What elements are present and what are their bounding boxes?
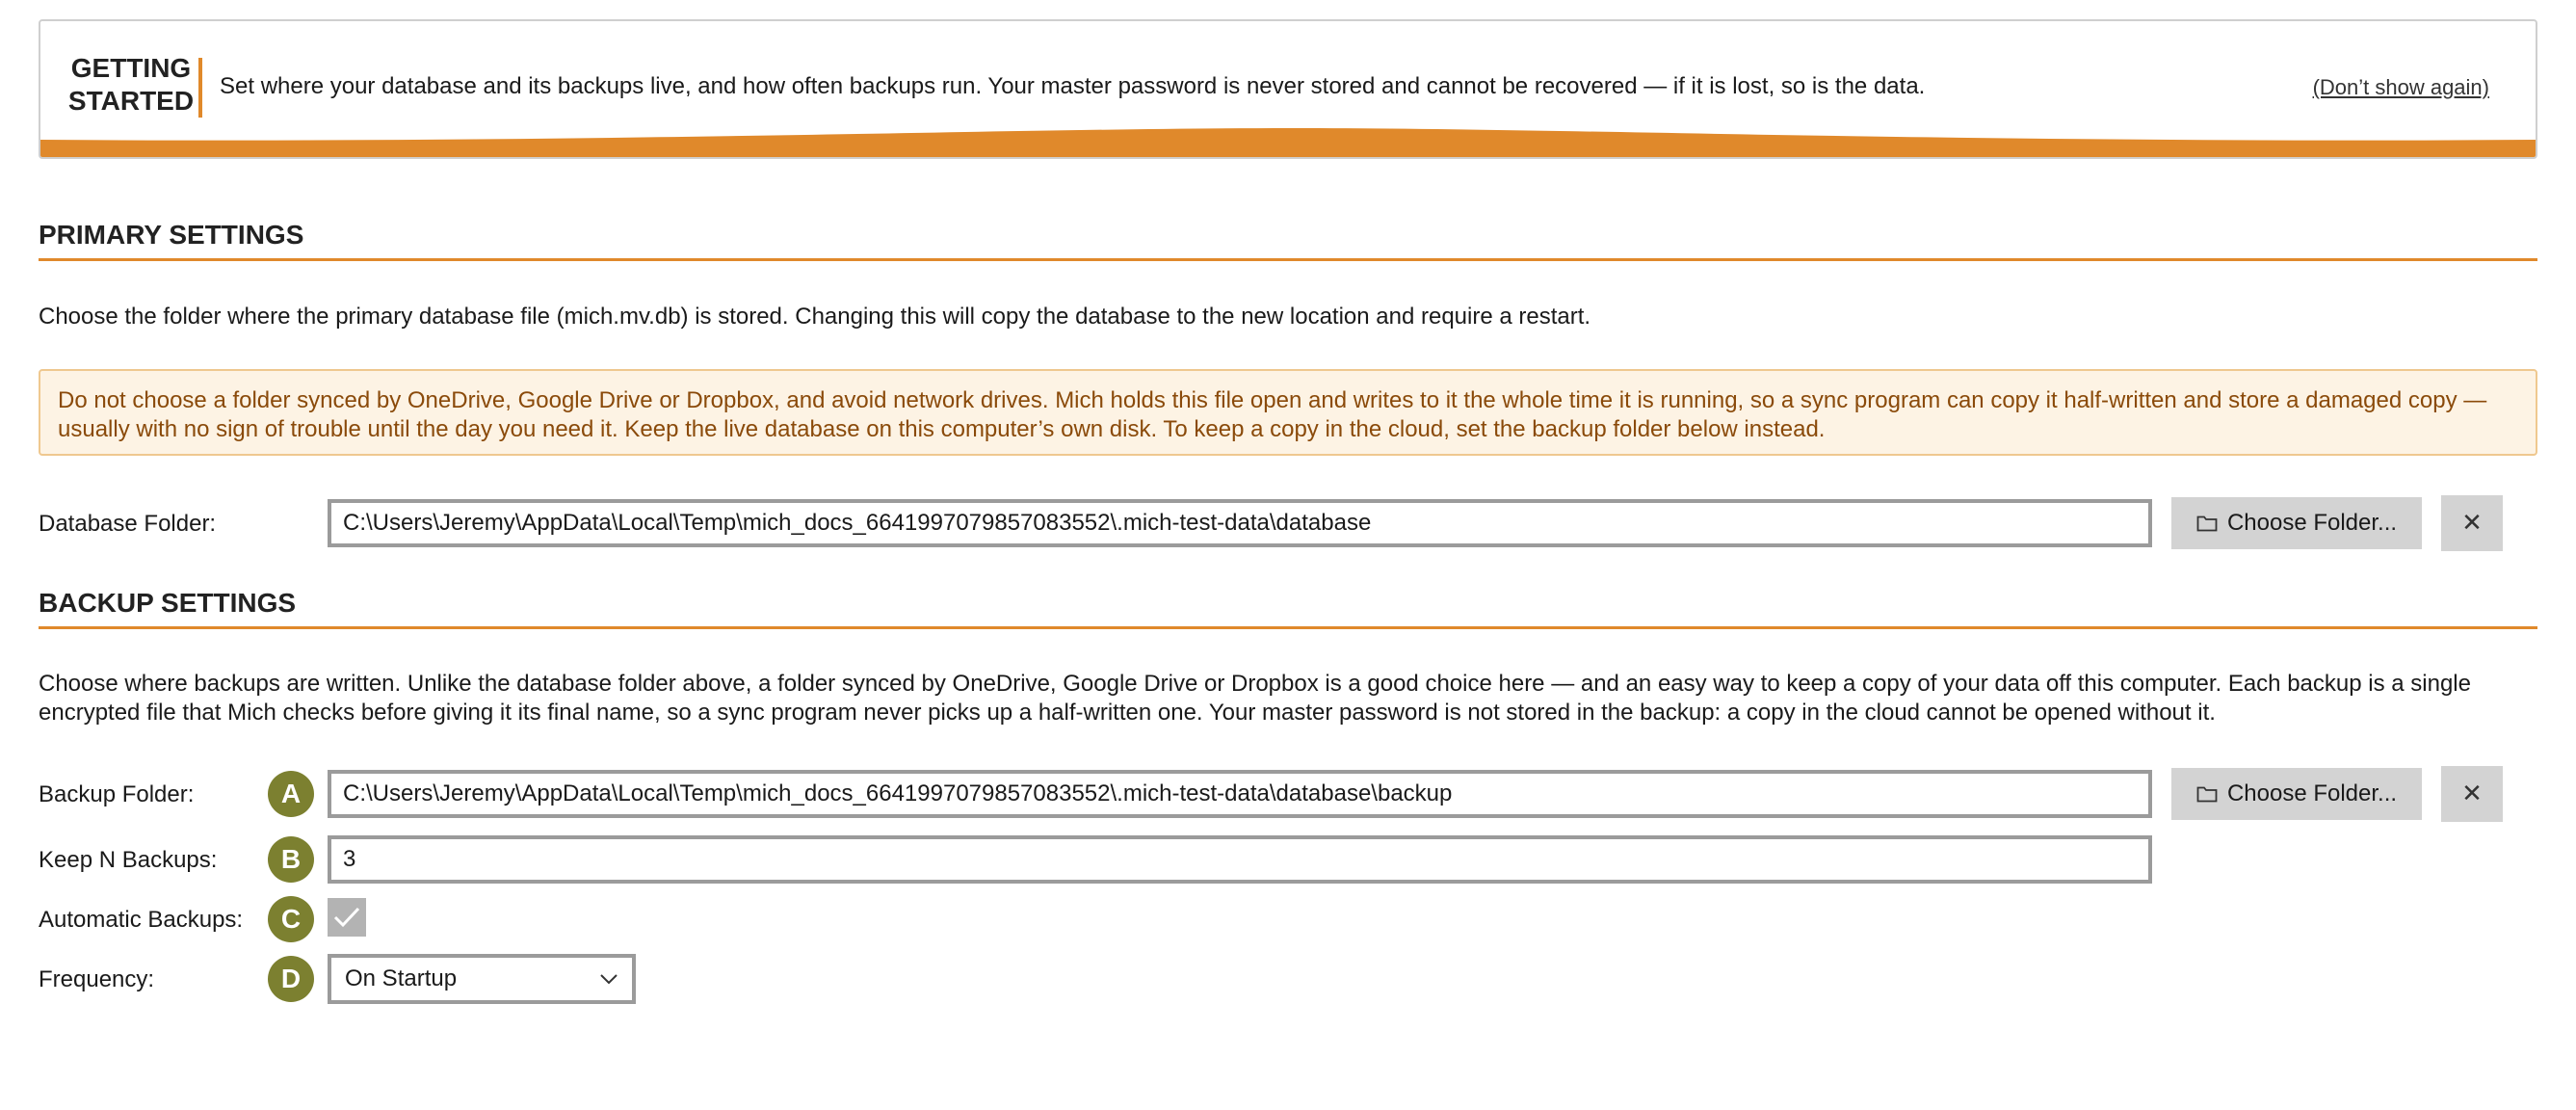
dont-show-again-link[interactable]: (Don’t show again) — [2312, 75, 2489, 99]
database-folder-label: Database Folder: — [39, 511, 217, 537]
keep-backups-input[interactable] — [328, 835, 2152, 884]
banner-wave-decoration — [40, 128, 2536, 157]
backup-clear-button[interactable] — [2441, 766, 2503, 822]
banner-title — [64, 52, 198, 118]
banner-text: Set where your database and its backups live, and how often backups run. Your master password is never stored and cannot be recovered — if it is lost, so is the data. — [220, 73, 1926, 99]
backup-description: Choose where backups are written. Unlike the database folder above, a folder synced by OneDrive, Google Drive or Dropbox is a good choice here — and an easy way to keep a copy of your data off this computer. Each backup is a single encrypted file that Mich checks before giving it its final name, so a sync program never picks up a half-written one. Your master password is not stored in the backup: a copy in the cloud cannot be opened without it. — [39, 671, 2471, 726]
folder-icon — [2196, 515, 2218, 532]
folder-icon — [2196, 785, 2218, 803]
backup-choose-folder-button[interactable] — [2171, 768, 2422, 820]
badge-a: A — [268, 771, 314, 817]
primary-description: Choose the folder where the primary database file (mich.mv.db) is stored. Changing this will copy the database to the new location and require a restart. — [39, 304, 1591, 330]
primary-settings-heading: PRIMARY SETTINGS — [39, 220, 2537, 261]
database-clear-button[interactable] — [2441, 495, 2503, 551]
banner-divider — [198, 58, 202, 118]
check-icon — [332, 906, 361, 929]
backup-choose-folder-label: Choose Folder... — [2226, 780, 2398, 806]
badge-b: B — [268, 836, 314, 883]
close-icon: ✕ — [2461, 780, 2483, 808]
automatic-backups-checkbox[interactable] — [328, 898, 366, 937]
frequency-label: Frequency: — [39, 966, 155, 992]
keep-backups-label: Keep N Backups: — [39, 847, 218, 873]
close-icon: ✕ — [2461, 509, 2483, 538]
database-choose-folder-button[interactable] — [2171, 497, 2422, 549]
badge-d: D — [268, 956, 314, 1002]
banner-title-text: GETTING STARTED — [67, 53, 195, 116]
chevron-down-icon — [599, 973, 618, 985]
frequency-select[interactable] — [328, 954, 636, 1004]
backup-folder-input[interactable] — [328, 770, 2152, 818]
frequency-value: On Startup — [345, 965, 458, 991]
badge-c: C — [268, 896, 314, 942]
automatic-backups-label: Automatic Backups: — [39, 907, 244, 933]
database-folder-input[interactable] — [328, 499, 2152, 547]
backup-folder-label: Backup Folder: — [39, 781, 195, 807]
getting-started-banner — [39, 19, 2537, 159]
database-choose-folder-label: Choose Folder... — [2226, 510, 2398, 536]
backup-settings-heading: BACKUP SETTINGS — [39, 588, 2537, 629]
sync-warning: Do not choose a folder synced by OneDrive, Google Drive or Dropbox, and avoid network drives. Mich holds this file open and writes to it the whole time it is running, so a sync program can copy it half-written and store a damaged copy — usually with no sign of trouble until the day you need it. Keep the live database on this computer’s own disk. To keep a copy in the cloud, set the backup folder below instead. — [39, 369, 2537, 456]
